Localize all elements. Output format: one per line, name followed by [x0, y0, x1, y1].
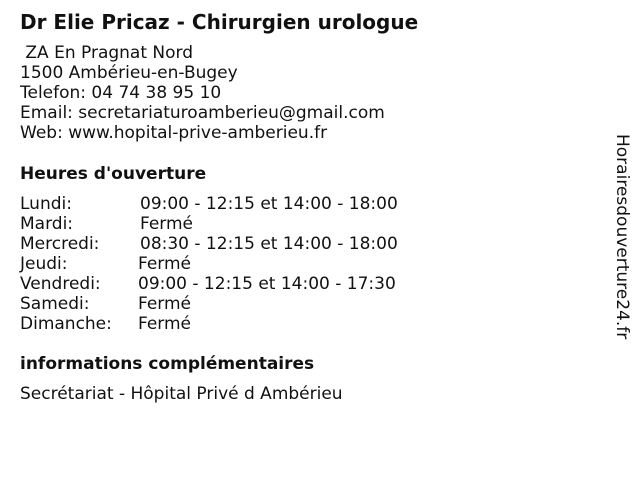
page-title: Dr Elie Pricaz - Chirurgien urologue [20, 10, 419, 34]
day-label: Mercredi: [20, 234, 100, 254]
opening-hours-heading: Heures d'ouverture [20, 164, 207, 184]
day-label: Lundi: [20, 194, 72, 214]
day-label: Samedi: [20, 294, 90, 314]
day-label: Dimanche: [20, 314, 112, 334]
additional-info-heading: informations complémentaires [20, 354, 315, 374]
additional-info-text: Secrétariat - Hôpital Privé d Ambérieu [20, 384, 343, 404]
address-street: ZA En Pragnat Nord [20, 43, 194, 63]
address-city: 1500 Ambérieu-en-Bugey [20, 63, 238, 83]
day-hours: Fermé [140, 214, 194, 234]
day-hours: Fermé [138, 254, 192, 274]
website-line: Web: www.hopital-prive-amberieu.fr [20, 123, 328, 143]
email-line: Email: secretariaturoamberieu@gmail.com [20, 103, 385, 123]
day-hours: Fermé [138, 294, 192, 314]
contact-block [20, 43, 385, 143]
day-hours: Fermé [138, 314, 192, 334]
day-label: Vendredi: [20, 274, 101, 294]
day-hours: 09:00 - 12:15 et 14:00 - 18:00 [140, 194, 398, 214]
day-hours: 08:30 - 12:15 et 14:00 - 18:00 [140, 234, 398, 254]
day-hours: 09:00 - 12:15 et 14:00 - 17:30 [138, 274, 396, 294]
phone-line: Telefon: 04 74 38 95 10 [20, 83, 222, 103]
day-label: Jeudi: [20, 254, 68, 274]
side-brand-watermark: Horairesdouverture24.fr [612, 134, 632, 340]
day-label: Mardi: [20, 214, 74, 234]
